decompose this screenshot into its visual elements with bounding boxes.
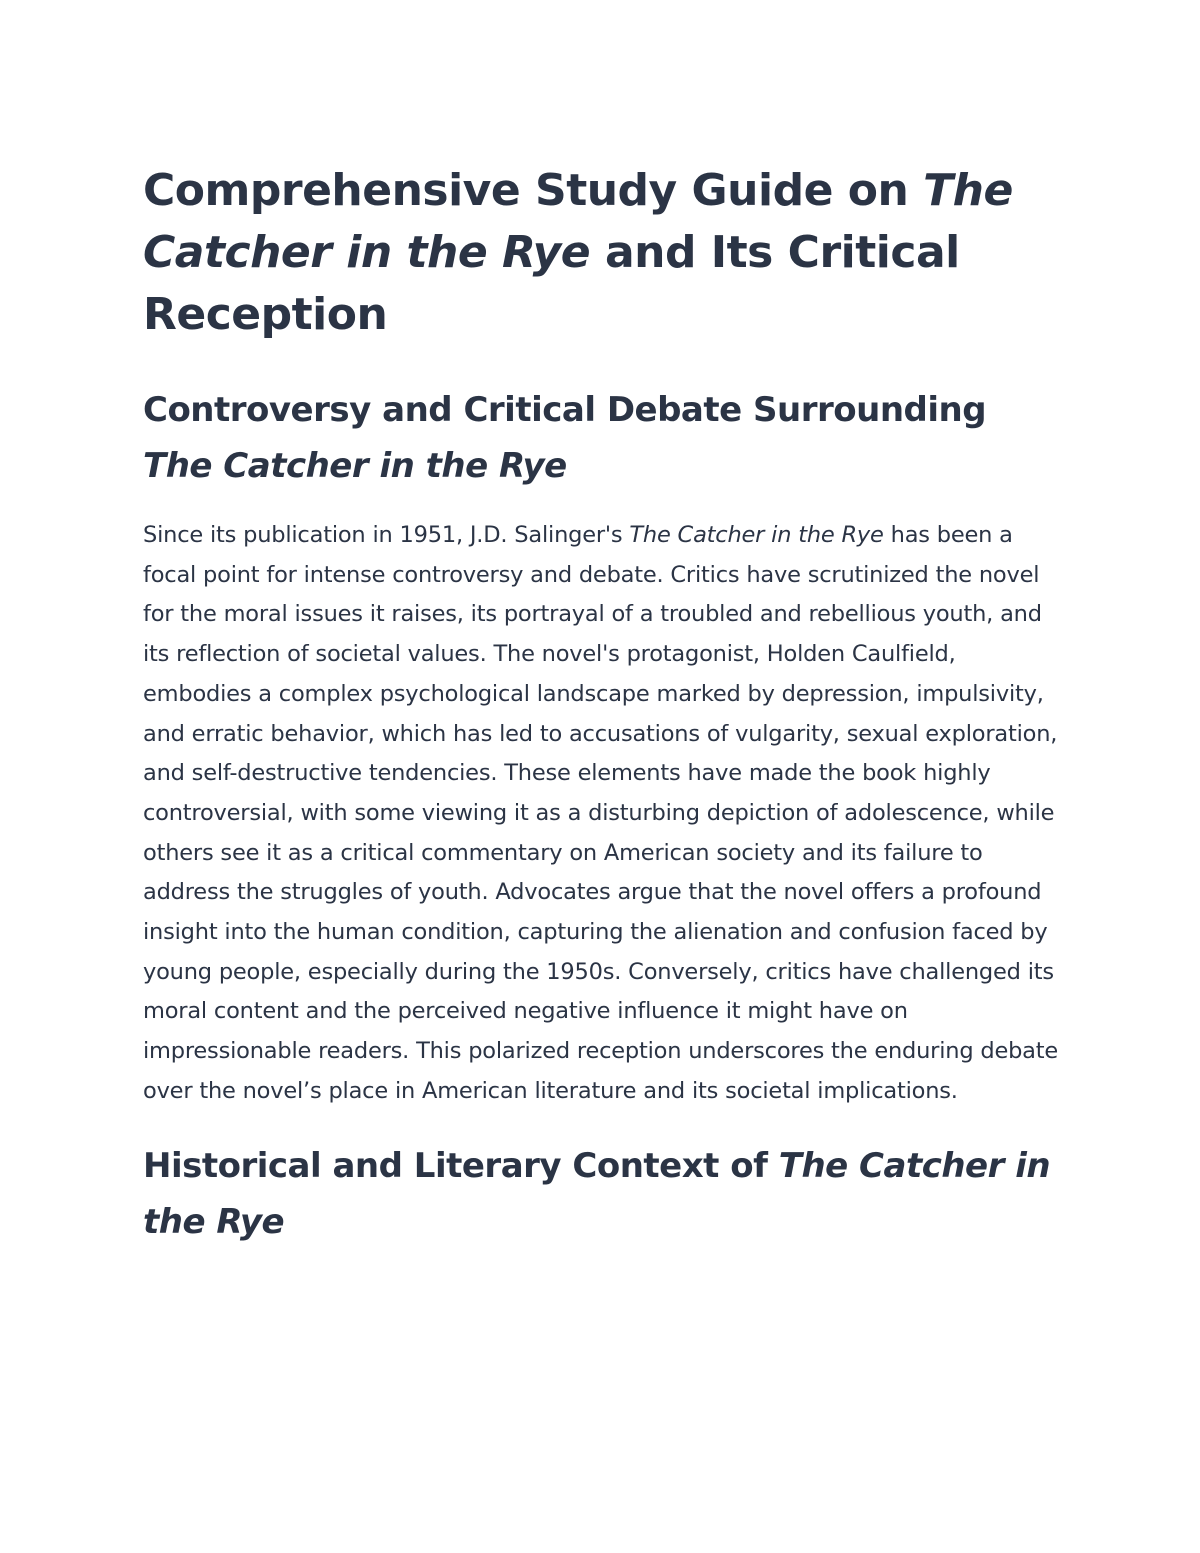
document-page: [143, 160, 1063, 1250]
paragraph-text-after: has been a focal point for intense controversy and debate. Critics have scrutinized the novel for the moral issues it raises, its portrayal of a troubled and rebellious youth, and its reflection of societal values. The novel's protagonist, Holden Caulfield, embodies a complex psychological landscape marked by depression, impulsivity, and erratic behavior, which has led to accusations of vulgarity, sexual exploration, and self-destructive tendencies. These elements have made the book highly controversial, with some viewing it as a disturbing depiction of adolescence, while others see it as a critical commentary on American society and its failure to address the struggles of youth. Advocates argue that the novel offers a profound insight into the human condition, capturing the alienation and confusion faced by young people, especially during the 1950s. Conversely, critics have challenged its moral content and the perceived negative influence it might have on impressionable readers. This polarized reception underscores the enduring debate over the novel’s place in American literature and its societal implications.: [143, 522, 1059, 1104]
section-heading-historical-context: [143, 1138, 1063, 1250]
section-heading-prefix: Controversy and Critical Debate Surrounding: [143, 390, 987, 430]
document-title: [143, 160, 1063, 346]
title-suffix: and Its Critical Reception: [143, 227, 960, 340]
title-book-name: The Catcher in the Rye: [143, 165, 1013, 278]
paragraph-text-before: Since its publication in 1951, J.D. Salinger's: [143, 522, 630, 548]
paragraph-book-name: The Catcher in the Rye: [629, 522, 884, 548]
section-paragraph-controversy: [143, 516, 1063, 1112]
section-heading-prefix: Historical and Literary Context of: [143, 1145, 779, 1186]
section-heading-controversy: [143, 382, 1063, 494]
section-heading-book-name: The Catcher in the Rye: [143, 446, 567, 486]
section-heading-book-name: The Catcher in the Rye: [143, 1145, 1051, 1242]
title-prefix: Comprehensive Study Guide on: [143, 165, 924, 216]
